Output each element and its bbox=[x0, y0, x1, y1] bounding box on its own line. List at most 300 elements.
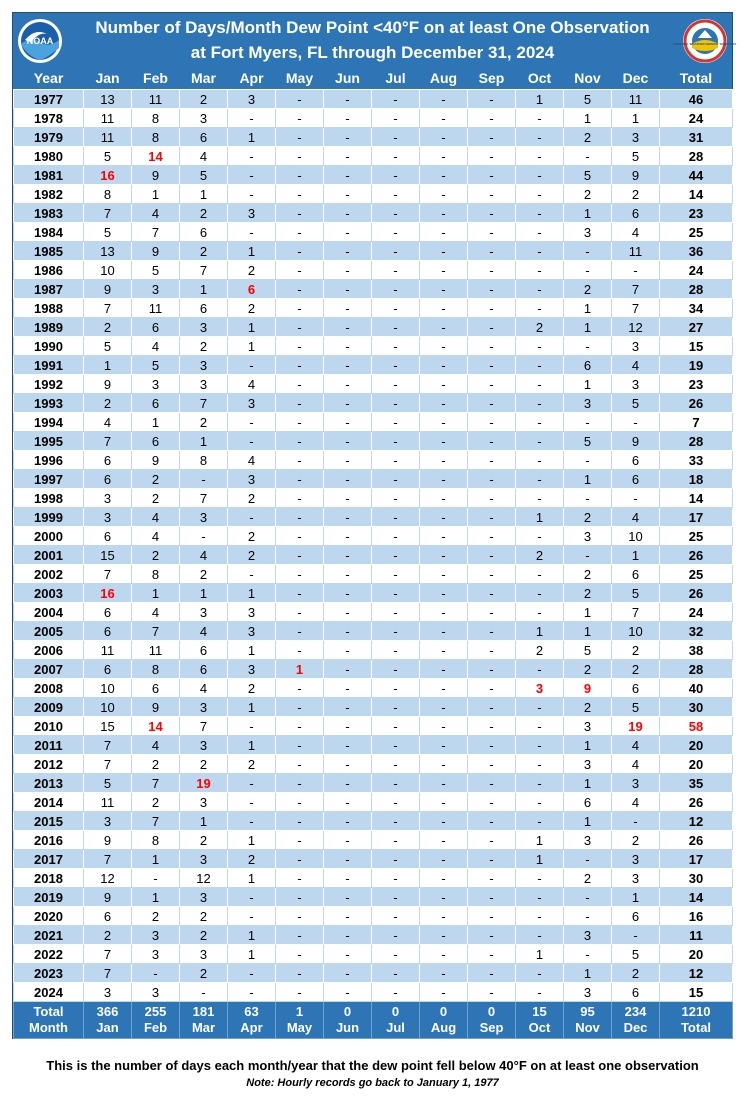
value-cell: - bbox=[420, 736, 468, 755]
value-cell: 6 bbox=[132, 679, 180, 698]
value-cell: - bbox=[420, 793, 468, 812]
value-cell: - bbox=[276, 527, 324, 546]
value-cell: 3 bbox=[180, 603, 228, 622]
total-cell: 33 bbox=[660, 451, 733, 470]
footer-total-value: 15 bbox=[532, 1004, 547, 1019]
value-cell: - bbox=[516, 698, 564, 717]
value-cell: 3 bbox=[228, 90, 276, 109]
table-row bbox=[14, 489, 733, 508]
value-cell: - bbox=[564, 489, 612, 508]
value-cell: 5 bbox=[564, 432, 612, 451]
value-cell: - bbox=[516, 147, 564, 166]
value-cell: - bbox=[516, 413, 564, 432]
value-cell: 4 bbox=[612, 223, 660, 242]
value-cell: 6 bbox=[180, 299, 228, 318]
value-cell: - bbox=[516, 774, 564, 793]
value-cell: 9 bbox=[84, 280, 132, 299]
table-row bbox=[14, 242, 733, 261]
value-cell: 2 bbox=[228, 755, 276, 774]
value-cell: - bbox=[468, 983, 516, 1002]
year-cell: 2012 bbox=[14, 755, 84, 774]
value-cell: - bbox=[516, 527, 564, 546]
table-row bbox=[14, 983, 733, 1002]
value-cell: - bbox=[516, 356, 564, 375]
year-cell: 2015 bbox=[14, 812, 84, 831]
footer-total-cell bbox=[14, 1002, 84, 1039]
value-cell: 1 bbox=[132, 185, 180, 204]
value-cell: - bbox=[276, 793, 324, 812]
value-cell: - bbox=[420, 280, 468, 299]
column-header-jun: Jun bbox=[335, 70, 360, 86]
value-cell: 2 bbox=[228, 261, 276, 280]
value-cell: - bbox=[516, 470, 564, 489]
table-row bbox=[14, 147, 733, 166]
column-header-apr: Apr bbox=[239, 70, 264, 86]
value-cell: 3 bbox=[564, 983, 612, 1002]
value-cell: 1 bbox=[564, 109, 612, 128]
table-row bbox=[14, 755, 733, 774]
value-cell: 1 bbox=[516, 508, 564, 527]
value-cell: 5 bbox=[84, 147, 132, 166]
total-cell: 14 bbox=[660, 185, 733, 204]
value-cell: 3 bbox=[228, 622, 276, 641]
value-cell: - bbox=[180, 983, 228, 1002]
value-cell: - bbox=[372, 945, 420, 964]
value-cell: 7 bbox=[612, 280, 660, 299]
value-cell: 5 bbox=[132, 356, 180, 375]
value-cell: 4 bbox=[228, 375, 276, 394]
total-cell: 28 bbox=[660, 432, 733, 451]
value-cell: - bbox=[276, 622, 324, 641]
value-cell: - bbox=[276, 584, 324, 603]
value-cell: 1 bbox=[228, 318, 276, 337]
value-cell: 1 bbox=[228, 337, 276, 356]
value-cell: 4 bbox=[84, 413, 132, 432]
value-cell: - bbox=[516, 242, 564, 261]
value-cell: 7 bbox=[132, 812, 180, 831]
value-cell: - bbox=[276, 755, 324, 774]
value-cell: - bbox=[372, 622, 420, 641]
value-cell: 4 bbox=[612, 793, 660, 812]
total-cell: 31 bbox=[660, 128, 733, 147]
header-row bbox=[14, 67, 733, 90]
value-cell: 3 bbox=[612, 128, 660, 147]
value-cell: 7 bbox=[132, 622, 180, 641]
value-cell: - bbox=[468, 964, 516, 983]
value-cell: - bbox=[276, 185, 324, 204]
value-cell: - bbox=[324, 356, 372, 375]
value-cell: 12 bbox=[612, 318, 660, 337]
value-cell: - bbox=[372, 90, 420, 109]
value-cell: - bbox=[324, 318, 372, 337]
table-row bbox=[14, 451, 733, 470]
value-cell: - bbox=[372, 546, 420, 565]
value-cell: - bbox=[420, 375, 468, 394]
value-cell: - bbox=[420, 698, 468, 717]
value-cell: 10 bbox=[84, 261, 132, 280]
total-cell: 26 bbox=[660, 793, 733, 812]
year-cell: 1985 bbox=[14, 242, 84, 261]
value-cell: 6 bbox=[132, 318, 180, 337]
table-row bbox=[14, 337, 733, 356]
value-cell: - bbox=[276, 964, 324, 983]
value-cell: 1 bbox=[228, 698, 276, 717]
value-cell: - bbox=[468, 812, 516, 831]
value-cell: - bbox=[324, 660, 372, 679]
value-cell: 3 bbox=[564, 926, 612, 945]
value-cell: 2 bbox=[180, 964, 228, 983]
footer-total-cell bbox=[372, 1002, 420, 1039]
table-row bbox=[14, 546, 733, 565]
table-row bbox=[14, 869, 733, 888]
value-cell: 7 bbox=[612, 299, 660, 318]
year-cell: 1987 bbox=[14, 280, 84, 299]
value-cell: - bbox=[516, 717, 564, 736]
footer-total-value: 0 bbox=[391, 1004, 400, 1019]
value-cell: - bbox=[420, 679, 468, 698]
value-cell: - bbox=[372, 755, 420, 774]
value-cell: 2 bbox=[228, 679, 276, 698]
value-cell: - bbox=[324, 109, 372, 128]
value-cell: 6 bbox=[84, 660, 132, 679]
value-cell: - bbox=[468, 432, 516, 451]
value-cell: - bbox=[132, 869, 180, 888]
value-cell: - bbox=[420, 812, 468, 831]
value-cell: - bbox=[468, 166, 516, 185]
value-cell: 5 bbox=[84, 774, 132, 793]
table-row bbox=[14, 527, 733, 546]
value-cell: 11 bbox=[84, 128, 132, 147]
value-cell: - bbox=[276, 109, 324, 128]
value-cell: - bbox=[372, 698, 420, 717]
value-cell: - bbox=[324, 432, 372, 451]
value-cell: - bbox=[468, 242, 516, 261]
total-cell: 17 bbox=[660, 508, 733, 527]
value-cell: 19 bbox=[180, 774, 228, 793]
value-cell: - bbox=[420, 774, 468, 793]
value-cell: 5 bbox=[84, 337, 132, 356]
total-cell: 16 bbox=[660, 907, 733, 926]
value-cell: 11 bbox=[132, 90, 180, 109]
table-row bbox=[14, 375, 733, 394]
value-cell: 1 bbox=[564, 736, 612, 755]
table-row bbox=[14, 945, 733, 964]
year-cell: 1982 bbox=[14, 185, 84, 204]
value-cell: 2 bbox=[228, 527, 276, 546]
year-cell: 1998 bbox=[14, 489, 84, 508]
value-cell: 4 bbox=[612, 356, 660, 375]
total-cell: 25 bbox=[660, 527, 733, 546]
footer-total-label: Jan bbox=[96, 1020, 119, 1035]
footer-total-label: Nov bbox=[575, 1020, 600, 1035]
value-cell: - bbox=[564, 413, 612, 432]
value-cell: - bbox=[324, 185, 372, 204]
column-header-jan: Jan bbox=[95, 70, 120, 86]
value-cell: 4 bbox=[180, 679, 228, 698]
value-cell: - bbox=[468, 584, 516, 603]
value-cell: - bbox=[324, 546, 372, 565]
value-cell: 1 bbox=[180, 185, 228, 204]
value-cell: - bbox=[372, 451, 420, 470]
value-cell: - bbox=[420, 527, 468, 546]
footer-total-label: Mar bbox=[191, 1020, 216, 1035]
total-cell: 20 bbox=[660, 755, 733, 774]
year-cell: 1984 bbox=[14, 223, 84, 242]
value-cell: - bbox=[468, 337, 516, 356]
value-cell: 6 bbox=[180, 641, 228, 660]
value-cell: 9 bbox=[84, 831, 132, 850]
value-cell: - bbox=[372, 147, 420, 166]
year-cell: 2005 bbox=[14, 622, 84, 641]
value-cell: - bbox=[516, 907, 564, 926]
value-cell: - bbox=[276, 679, 324, 698]
value-cell: 7 bbox=[180, 489, 228, 508]
year-cell: 1990 bbox=[14, 337, 84, 356]
value-cell: - bbox=[372, 356, 420, 375]
chart-frame bbox=[12, 12, 737, 1039]
value-cell: - bbox=[420, 508, 468, 527]
value-cell: - bbox=[180, 470, 228, 489]
value-cell: 1 bbox=[132, 888, 180, 907]
value-cell: - bbox=[324, 242, 372, 261]
year-cell: 1991 bbox=[14, 356, 84, 375]
value-cell: 5 bbox=[564, 90, 612, 109]
year-cell: 2011 bbox=[14, 736, 84, 755]
total-cell: 23 bbox=[660, 375, 733, 394]
year-cell: 2024 bbox=[14, 983, 84, 1002]
value-cell: - bbox=[516, 166, 564, 185]
value-cell: 2 bbox=[180, 831, 228, 850]
year-cell: 2003 bbox=[14, 584, 84, 603]
value-cell: 2 bbox=[180, 204, 228, 223]
total-cell: 19 bbox=[660, 356, 733, 375]
dew-point-table bbox=[13, 67, 733, 1039]
value-cell: - bbox=[420, 603, 468, 622]
column-header-oct: Oct bbox=[527, 70, 552, 86]
value-cell: 11 bbox=[132, 641, 180, 660]
value-cell: 3 bbox=[564, 223, 612, 242]
value-cell: 1 bbox=[564, 318, 612, 337]
value-cell: - bbox=[420, 432, 468, 451]
value-cell: - bbox=[372, 242, 420, 261]
value-cell: - bbox=[516, 793, 564, 812]
value-cell: - bbox=[564, 850, 612, 869]
value-cell: - bbox=[564, 147, 612, 166]
value-cell: - bbox=[276, 831, 324, 850]
value-cell: 1 bbox=[84, 356, 132, 375]
value-cell: - bbox=[420, 299, 468, 318]
year-cell: 1978 bbox=[14, 109, 84, 128]
footer-total-value: 366 bbox=[96, 1004, 119, 1019]
value-cell: - bbox=[468, 679, 516, 698]
value-cell: - bbox=[468, 109, 516, 128]
value-cell: - bbox=[372, 318, 420, 337]
value-cell: - bbox=[468, 451, 516, 470]
total-cell: 14 bbox=[660, 888, 733, 907]
value-cell: - bbox=[468, 660, 516, 679]
value-cell: - bbox=[276, 166, 324, 185]
value-cell: - bbox=[468, 698, 516, 717]
value-cell: - bbox=[324, 280, 372, 299]
value-cell: 16 bbox=[84, 166, 132, 185]
value-cell: 6 bbox=[132, 432, 180, 451]
value-cell: 11 bbox=[612, 242, 660, 261]
column-header-jul: Jul bbox=[385, 70, 406, 86]
table-row bbox=[14, 603, 733, 622]
value-cell: 1 bbox=[132, 413, 180, 432]
year-cell: 1989 bbox=[14, 318, 84, 337]
value-cell: - bbox=[420, 926, 468, 945]
value-cell: - bbox=[372, 641, 420, 660]
value-cell: - bbox=[276, 698, 324, 717]
total-cell: 20 bbox=[660, 736, 733, 755]
value-cell: 1 bbox=[564, 603, 612, 622]
value-cell: - bbox=[468, 394, 516, 413]
value-cell: - bbox=[324, 907, 372, 926]
value-cell: - bbox=[324, 774, 372, 793]
value-cell: - bbox=[420, 337, 468, 356]
value-cell: - bbox=[420, 622, 468, 641]
footer-total-value: 181 bbox=[192, 1004, 215, 1019]
value-cell: 1 bbox=[564, 470, 612, 489]
value-cell: - bbox=[468, 356, 516, 375]
value-cell: 6 bbox=[612, 679, 660, 698]
year-cell: 2020 bbox=[14, 907, 84, 926]
value-cell: - bbox=[276, 337, 324, 356]
footer-total-label: Total bbox=[680, 1020, 712, 1035]
value-cell: - bbox=[276, 147, 324, 166]
total-cell: 26 bbox=[660, 584, 733, 603]
value-cell: 1 bbox=[612, 546, 660, 565]
value-cell: - bbox=[276, 983, 324, 1002]
value-cell: - bbox=[468, 147, 516, 166]
value-cell: 8 bbox=[132, 831, 180, 850]
value-cell: 3 bbox=[228, 470, 276, 489]
value-cell: 3 bbox=[564, 527, 612, 546]
value-cell: - bbox=[420, 546, 468, 565]
value-cell: - bbox=[228, 166, 276, 185]
value-cell: - bbox=[420, 185, 468, 204]
year-cell: 1995 bbox=[14, 432, 84, 451]
value-cell: 6 bbox=[84, 907, 132, 926]
table-row bbox=[14, 964, 733, 983]
value-cell: - bbox=[324, 90, 372, 109]
value-cell: 7 bbox=[84, 736, 132, 755]
value-cell: 2 bbox=[612, 641, 660, 660]
value-cell: - bbox=[516, 869, 564, 888]
value-cell: - bbox=[324, 679, 372, 698]
value-cell: - bbox=[420, 888, 468, 907]
value-cell: 2 bbox=[564, 584, 612, 603]
chart-caption: This is the number of days each month/year that the dew point fell below 40°F on at least one observation bbox=[46, 1058, 699, 1073]
value-cell: - bbox=[324, 261, 372, 280]
table-row bbox=[14, 318, 733, 337]
total-cell: 12 bbox=[660, 964, 733, 983]
value-cell: 2 bbox=[228, 489, 276, 508]
value-cell: - bbox=[420, 204, 468, 223]
value-cell: - bbox=[468, 641, 516, 660]
table-row bbox=[14, 565, 733, 584]
value-cell: 2 bbox=[132, 546, 180, 565]
value-cell: 5 bbox=[180, 166, 228, 185]
value-cell: 3 bbox=[612, 375, 660, 394]
value-cell: - bbox=[276, 774, 324, 793]
value-cell: - bbox=[276, 432, 324, 451]
value-cell: 15 bbox=[84, 546, 132, 565]
value-cell: - bbox=[516, 109, 564, 128]
year-cell: 1999 bbox=[14, 508, 84, 527]
value-cell: 2 bbox=[180, 337, 228, 356]
value-cell: - bbox=[564, 242, 612, 261]
value-cell: 7 bbox=[180, 261, 228, 280]
value-cell: - bbox=[276, 546, 324, 565]
value-cell: - bbox=[276, 204, 324, 223]
footer-total-value: 255 bbox=[144, 1004, 167, 1019]
value-cell: - bbox=[324, 451, 372, 470]
table-row bbox=[14, 850, 733, 869]
value-cell: 7 bbox=[84, 565, 132, 584]
value-cell: - bbox=[468, 375, 516, 394]
value-cell: 2 bbox=[132, 907, 180, 926]
value-cell: - bbox=[516, 337, 564, 356]
total-cell: 58 bbox=[660, 717, 733, 736]
value-cell: 6 bbox=[564, 356, 612, 375]
table-row bbox=[14, 356, 733, 375]
value-cell: 7 bbox=[180, 717, 228, 736]
value-cell: - bbox=[468, 261, 516, 280]
value-cell: - bbox=[516, 812, 564, 831]
value-cell: 1 bbox=[228, 945, 276, 964]
value-cell: - bbox=[420, 166, 468, 185]
value-cell: - bbox=[372, 831, 420, 850]
value-cell: - bbox=[324, 831, 372, 850]
value-cell: 2 bbox=[84, 318, 132, 337]
value-cell: - bbox=[324, 375, 372, 394]
value-cell: - bbox=[324, 299, 372, 318]
value-cell: - bbox=[516, 603, 564, 622]
value-cell: - bbox=[468, 793, 516, 812]
value-cell: - bbox=[516, 204, 564, 223]
value-cell: - bbox=[516, 299, 564, 318]
footer-total-cell bbox=[468, 1002, 516, 1039]
value-cell: 1 bbox=[228, 584, 276, 603]
value-cell: - bbox=[372, 508, 420, 527]
value-cell: - bbox=[468, 565, 516, 584]
value-cell: - bbox=[324, 489, 372, 508]
footer-total-value: 0 bbox=[343, 1004, 352, 1019]
value-cell: - bbox=[132, 964, 180, 983]
total-cell: 27 bbox=[660, 318, 733, 337]
value-cell: 5 bbox=[84, 223, 132, 242]
value-cell: 6 bbox=[84, 470, 132, 489]
value-cell: - bbox=[564, 945, 612, 964]
value-cell: 3 bbox=[612, 774, 660, 793]
value-cell: - bbox=[468, 128, 516, 147]
value-cell: - bbox=[420, 413, 468, 432]
value-cell: - bbox=[372, 109, 420, 128]
value-cell: - bbox=[276, 717, 324, 736]
total-cell: 28 bbox=[660, 147, 733, 166]
table-row bbox=[14, 432, 733, 451]
value-cell: 2 bbox=[84, 926, 132, 945]
value-cell: - bbox=[468, 299, 516, 318]
value-cell: 2 bbox=[564, 698, 612, 717]
value-cell: - bbox=[372, 793, 420, 812]
value-cell: 9 bbox=[612, 432, 660, 451]
value-cell: 8 bbox=[132, 128, 180, 147]
table-row bbox=[14, 223, 733, 242]
value-cell: - bbox=[372, 717, 420, 736]
